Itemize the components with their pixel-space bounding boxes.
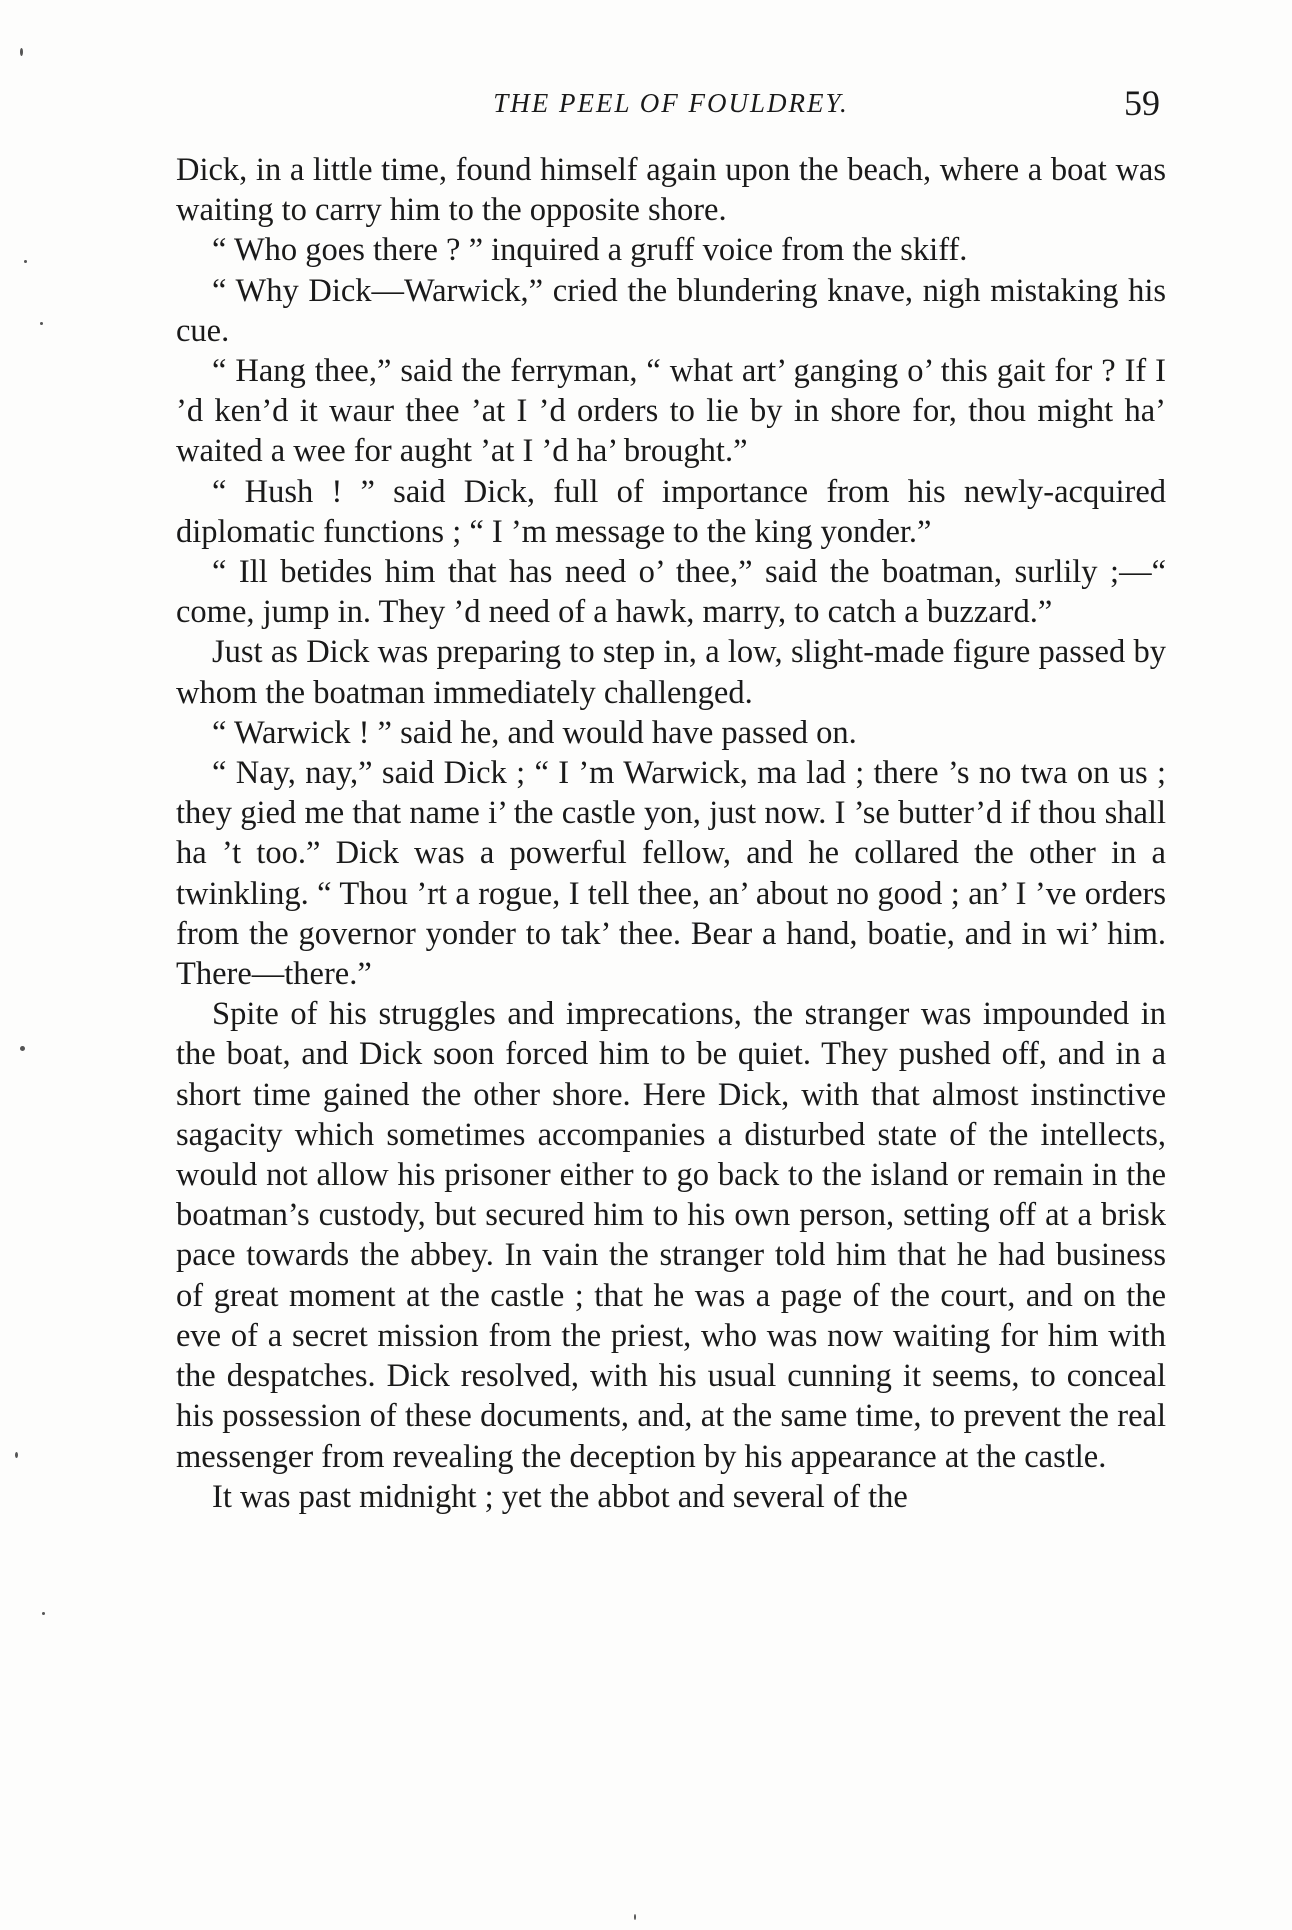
paragraph: “ Hush ! ” said Dick, full of importance from his newly-acquired diplomatic functions ; “ I ’m message to the king yonder.” bbox=[176, 473, 1166, 550]
paragraph: “ Nay, nay,” said Dick ; “ I ’m Warwick, ma lad ; there ’s no twa on us ; they gied me that name i’ the castle yon, just now. I ’se butter’d if thou shall ha ’t too.” Dick was a powerful fellow, and he collared the other in a twinkling. “ Thou ’rt a rogue, I tell thee, an’ about no good ; an’ I ’ve orders from the governor yonder to tak’ thee. Bear a hand, boatie, and in wi’ him. There—there.” bbox=[176, 755, 1166, 993]
scan-speck bbox=[20, 48, 23, 56]
paragraph: “ Why Dick—Warwick,” cried the blundering knave, nigh mistaking his cue. bbox=[176, 272, 1166, 349]
running-title: THE PEEL OF FOULDREY. bbox=[493, 88, 849, 118]
scan-speck bbox=[24, 260, 27, 263]
scan-speck bbox=[40, 322, 43, 325]
paragraph: Spite of his struggles and imprecations, the stranger was impounded in the boat, and Dick soon forced him to be quiet. They pushed off, and in a short time gained the other shore. Here Dick, with that almost instinctive sagacity which sometimes accompanies a disturbed state of the intellects, would not allow his prisoner either to go back to the island or remain in the boatman’s custody, but secured him to his own person, setting off at a brisk pace towards the abbey. In vain the stranger told him that he had business of great moment at the castle ; that he was a page of the court, and on the eve of a secret mission from the priest, who was now waiting for him with the despatches. Dick resolved, with his usual cunning it seems, to conceal his possession of these documents, and, at the same time, to prevent the real messenger from revealing the deception by his appearance at the castle. bbox=[176, 996, 1166, 1475]
paragraph: Dick, in a little time, found himself again upon the beach, where a boat was waiting to carry him to the opposite shore. bbox=[176, 152, 1166, 229]
paragraph: “ Who goes there ? ” inquired a gruff voice from the skiff. bbox=[212, 232, 968, 269]
page-number: 59 bbox=[1124, 83, 1160, 123]
paragraph: Just as Dick was preparing to step in, a low, slight-made figure passed by whom the boatman immediately challenged. bbox=[176, 634, 1166, 711]
scan-speck bbox=[20, 1046, 25, 1051]
scan-speck bbox=[15, 1452, 18, 1458]
scan-speck bbox=[42, 1612, 45, 1615]
paragraph: “ Ill betides him that has need o’ thee,” said the boatman, surlily ;—“ come, jump in. They ’d need of a hawk, marry, to catch a buzzard.” bbox=[176, 554, 1166, 631]
scan-speck bbox=[634, 1914, 636, 1920]
running-head bbox=[176, 80, 1176, 130]
body-text bbox=[176, 150, 1166, 1517]
paragraph: “ Warwick ! ” said he, and would have passed on. bbox=[212, 714, 857, 751]
paragraph: “ Hang thee,” said the ferryman, “ what art’ ganging o’ this gait for ? If I ’d ken’d it waur thee ’at I ’d orders to lie by in shore for, thou might ha’ waited a wee for aught ’at I ’d ha’ brought.” bbox=[176, 353, 1166, 470]
paragraph: It was past midnight ; yet the abbot and several of the bbox=[212, 1478, 908, 1515]
